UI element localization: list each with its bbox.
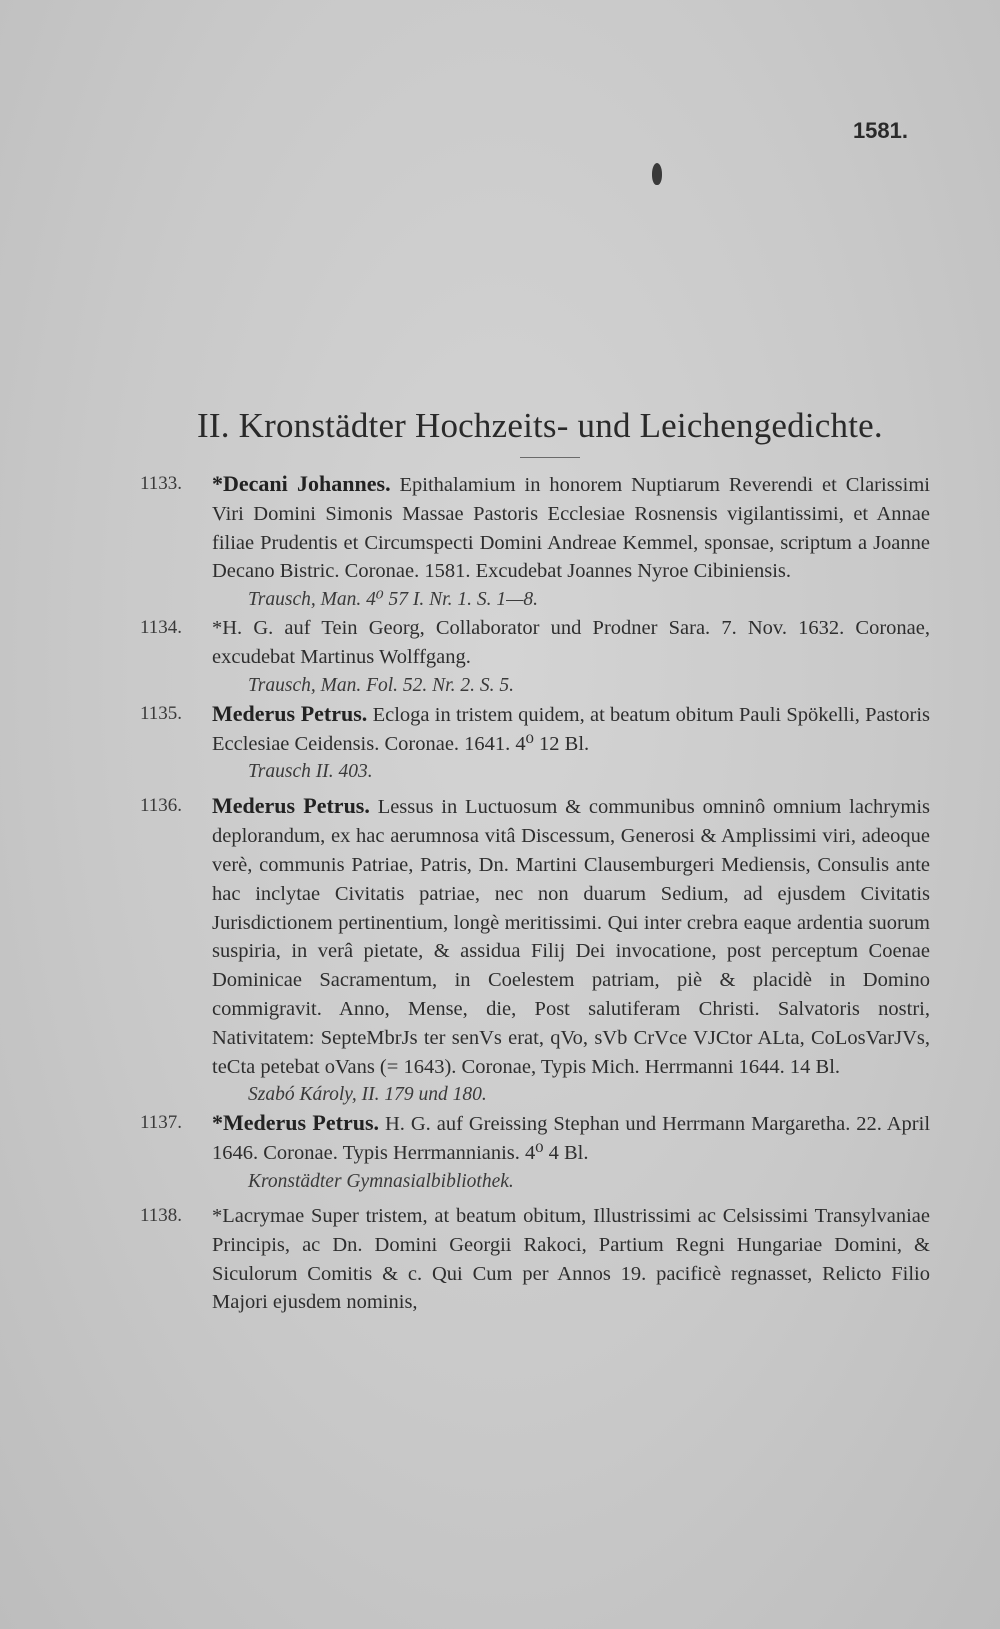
entry-description: Ecloga in tristem quidem, at beatum obitum Pauli Spökelli, Pastoris Ecclesiae Ceidensis. Coronae. 1641. 4⁰ 12 Bl. — [212, 703, 930, 755]
entry-description: *Lacrymae Super tristem, at beatum obitum, Illustrissimi ac Celsissimi Transylvaniae Principis, ac Dn. Domini Georgii Rakoci, Partium Regni Hungariae Domini, & Siculorum Comitis & c. Qui Cum per Annos 19. pacificè regnasset, Relicto Filio Majori ejusdem nominis, — [212, 1204, 930, 1314]
entry-description: Lessus in Luctuosum & communibus omninô omnium lachrymis deplorandum, ex hac aerumnosa vitâ Discessum, Generosi & Amplissimi viri, adeoque verè, communis Patriae, Patris, Dn. Martini Clausemburgeri Mediensis, Consulis ante hac inclytae Civitatis patriae, nec non duarum Sedium, ad ejusdem Civitatis Jurisdictionem pertinentium, longè meritissimi. Qui inter crebra eaque ardentia suorum suspiria, in verâ pietate, & assidua Filij Dei invocatione, post perceptum Coenae Dominicae Sacramentum, in Coelestem patriam, piè & placidè in Domino commigravit. Anno, Mense, die, Post salutiferam Christi. Salvatoris nostri, Nativitatem: SepteMbrJs ter senVs erat, qVo, sVb CrVce VJCtor ALta, CoLosVarJVs, teCta petebat oVans (= 1643). Coronae, Typis Mich. Herrmanni 1644. 14 Bl. — [212, 796, 931, 1078]
entry-text — [212, 614, 930, 672]
entry-author: *Decani Johannes. — [212, 471, 391, 496]
entry-reference: Trausch, Man. 4⁰ 57 I. Nr. 1. S. 1—8. — [248, 589, 539, 611]
entry-author: Mederus Petrus. — [212, 700, 368, 726]
entry-text — [212, 792, 930, 1081]
entry-text — [212, 1109, 930, 1168]
entry-number: 1133. — [140, 473, 183, 494]
entry-text — [212, 470, 930, 586]
title-divider — [520, 457, 580, 458]
entry-1134 — [140, 614, 930, 700]
entry-1138 — [140, 1202, 930, 1317]
entry-1137 — [140, 1109, 930, 1196]
entry-text — [212, 700, 930, 759]
ink-blot-mark — [652, 163, 662, 185]
entry-description: Epithalamium in honorem Nuptiarum Reverendi et Clarissimi Viri Domini Simonis Massae Pastoris Ecclesiae Rosnensis vigilantissimi, et Annae filiae Prudentis et Circumspecti Domini Andreae Kemmel, sponsae, scriptum a Joanne Decano Bistric. Coronae. 1581. Excudebat Joannes Nyroe Cibiniensis. — [212, 474, 930, 583]
entry-text — [212, 1202, 930, 1317]
entry-description: *H. G. auf Tein Georg, Collaborator und Prodner Sara. 7. Nov. 1632. Coronae, excudebat Martinus Wolffgang. — [212, 617, 930, 668]
entry-reference: Trausch, Man. Fol. 52. Nr. 2. S. 5. — [248, 674, 514, 696]
entry-1136 — [140, 792, 930, 1109]
section-title: II. Kronstädter Hochzeits- und Leichengedichte. — [197, 406, 883, 445]
bibliography-entries — [140, 470, 930, 1317]
entry-number: 1135. — [140, 702, 183, 724]
entry-number: 1134. — [140, 617, 183, 639]
entry-number: 1138. — [140, 1204, 183, 1226]
entry-number: 1137. — [140, 1112, 183, 1134]
entry-reference: Trausch II. 403. — [248, 761, 373, 783]
entry-reference: Kronstädter Gymnasialbibliothek. — [248, 1170, 514, 1192]
entry-reference: Szabó Károly, II. 179 und 180. — [248, 1084, 487, 1106]
entry-description: H. G. auf Greissing Stephan und Herrmann Margaretha. 22. April 1646. Coronae. Typis Herrmannianis. 4⁰ 4 Bl. — [212, 1113, 931, 1165]
entry-number: 1136. — [140, 795, 183, 817]
entry-author: Mederus Petrus. — [212, 793, 370, 819]
entry-1135 — [140, 700, 930, 787]
page-number: 1581. — [852, 118, 908, 143]
entry-author: *Mederus Petrus. — [212, 1110, 380, 1136]
entry-1133 — [140, 470, 930, 614]
